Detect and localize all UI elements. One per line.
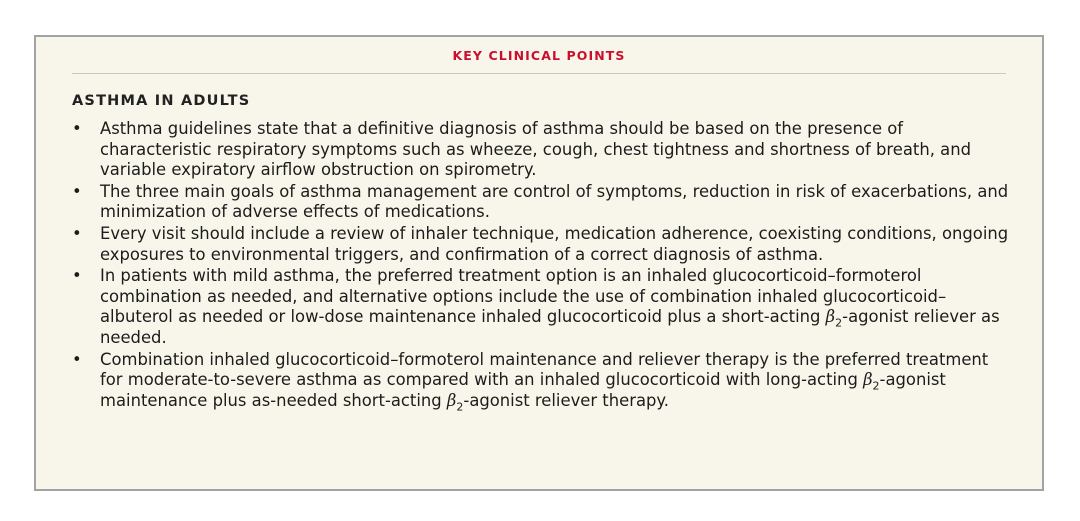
clinical-point-4 [72,266,1014,348]
key-clinical-points-panel [34,35,1044,491]
clinical-point-2 [72,182,1014,223]
clinical-point-1 [72,119,1014,181]
panel-kicker: KEY CLINICAL POINTS [452,48,626,63]
beta-symbol: β [446,390,457,410]
beta-subscript: 2 [872,379,880,393]
beta-symbol: β [863,370,873,390]
bullet-icon: • [72,349,82,369]
panel-heading: ASTHMA IN ADULTS [72,93,251,109]
point-text-part: -agonist reliever therapy. [463,390,669,410]
point-text [100,266,1000,347]
beta-symbol: β [825,307,836,327]
point-text: Every visit should include a review of inhaler technique, medication adherence, coexisting conditions, ongoing exposures to environmental triggers, and confirmation of a correct diagnosis of asthma. [100,223,1009,264]
point-text [100,349,989,413]
point-text: The three main goals of asthma management are control of symptoms, reduction in risk of exacerbations, and minimization of adverse effects of medications. [100,181,1009,222]
beta-subscript: 2 [835,316,843,330]
bullet-icon: • [72,266,82,286]
clinical-points-list [72,119,1014,412]
clinical-point-5 [72,350,1014,412]
bullet-icon: • [72,223,82,243]
point-text-part: In patients with mild asthma, the preferred treatment option is an inhaled glucocorticoid–formoterol combination as needed, and alternative options include the use of combination inhaled glucocorticoid–albuterol as needed or low-dose maintenance inhaled glucocorticoid plus a short-acting [100,266,947,327]
point-text-part: -agonist maintenance plus as-needed short-acting [100,370,946,410]
beta-subscript: 2 [456,400,464,413]
kicker-divider [72,73,1006,74]
point-text: Asthma guidelines state that a definitive diagnosis of asthma should be based on the presence of characteristic respiratory symptoms such as wheeze, cough, chest tightness and shortness of breath, and variable expiratory airflow obstruction on spirometry. [100,119,971,180]
point-text-part: -agonist reliever as needed. [100,307,1000,347]
bullet-icon: • [72,119,82,138]
clinical-point-3 [72,224,1014,265]
bullet-icon: • [72,181,82,201]
point-text-part: Combination inhaled glucocorticoid–formoterol maintenance and reliever therapy is the preferred treatment for moderate-to-severe asthma as compared with an inhaled glucocorticoid with long-acting [100,349,989,390]
